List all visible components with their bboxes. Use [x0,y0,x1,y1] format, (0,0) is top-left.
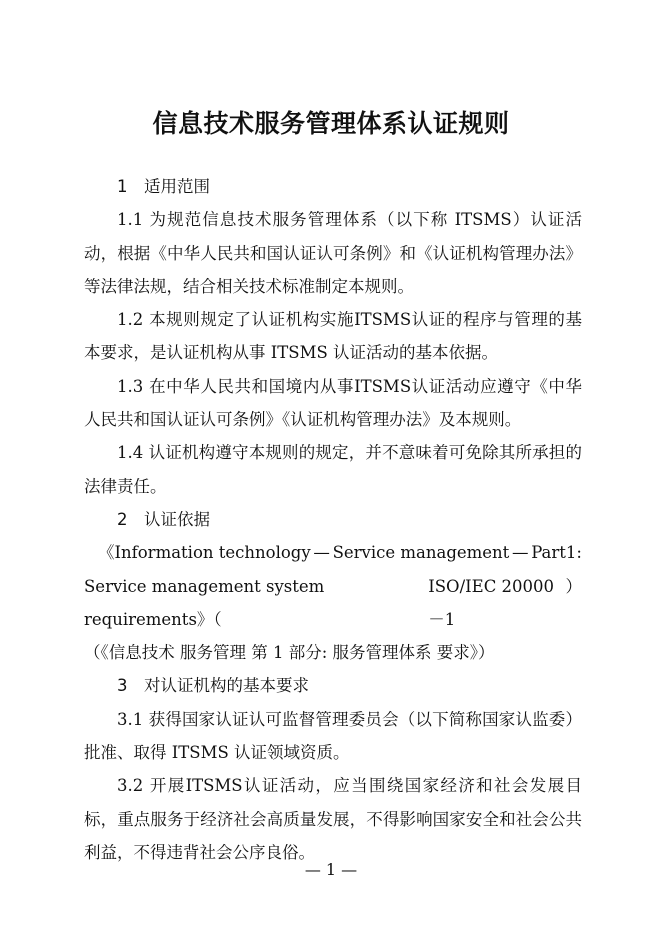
paragraph: 1.2 本规则规定了认证机构实施ITSMS认证的程序与管理的基本要求，是认证机构从事 ITSMS 认证活动的基本依据。 [84,310,582,363]
standard-chinese-title: （《信息技术 服务管理 第 1 部分: 服务管理体系 要求》） [84,643,495,663]
section-title: 认证依据 [144,509,210,529]
standard-text: Service management [332,543,510,563]
section-heading [84,669,582,702]
standard-code: ISO/IEC 20000－1 [428,576,555,629]
section-number: 1 [117,177,128,196]
standard-reference-line [84,570,582,637]
section-title: 对认证机构的基本要求 [144,676,309,696]
section-heading [84,503,582,536]
section-heading [84,170,582,203]
paragraph: 3.2 开展ITSMS认证活动，应当围绕国家经济和社会发展目标，重点服务于经济社会高质量发展，不得影响国家安全和社会公共利益，不得违背社会公序良俗。 [84,776,582,862]
standard-reference-line [84,536,582,569]
paragraph: 1.3 在中华人民共和国境内从事ITSMS认证活动应遵守《中华人民共和国认证认可条例》《认证机构管理办法》及本规则。 [84,376,582,430]
section-number: 2 [117,509,128,529]
paragraph: 3.1 获得国家认证认可监督管理委员会（以下简称国家认监委）批准、取得 ITSMS 认证领域资质。 [84,709,582,763]
dash: — [512,543,529,563]
paragraph: 1.4 认证机构遵守本规则的规定，并不意味着可免除其所承担的法律责任。 [84,443,582,496]
standard-text: 《Information technology [98,543,311,563]
document-body [84,170,582,869]
section-number: 3 [117,676,128,696]
standard-text: ） [565,576,582,596]
document-title: 信息技术服务管理体系认证规则 [152,109,510,138]
page-number: — 1 — [304,860,358,879]
standard-text: Part1: [531,543,582,563]
dash: — [313,543,330,563]
paragraph: 1.1 为规范信息技术服务管理体系（以下称 ITSMS）认证活动，根据《中华人民共和国认证认可条例》和《认证机构管理办法》等法律法规，结合相关技术标准制定本规则。 [84,210,582,296]
standard-text: Service management system requirements》（ [84,576,325,629]
section-title: 适用范围 [144,177,210,196]
